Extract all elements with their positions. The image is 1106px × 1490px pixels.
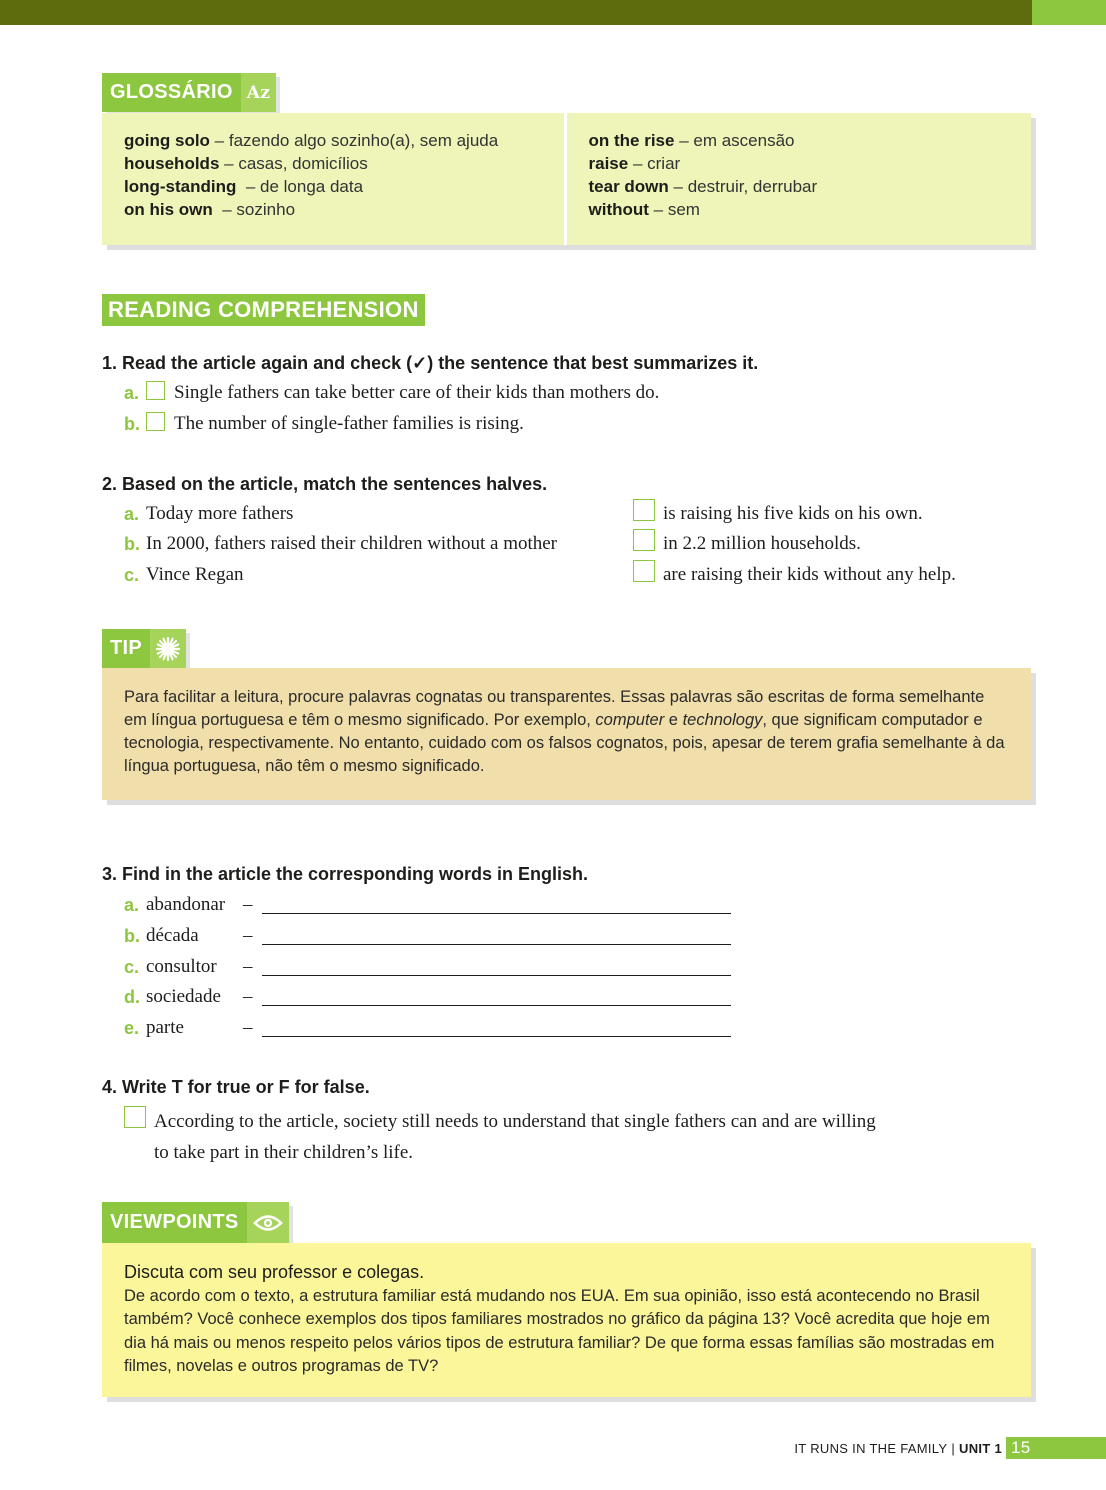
q4-checkbox[interactable]	[124, 1106, 146, 1128]
footer-chapter: IT RUNS IN THE FAMILY	[794, 1440, 948, 1456]
reading-comprehension-label: READING COMPREHENSION	[102, 294, 425, 326]
viewpoints-body: De acordo com o texto, a estrutura familiar está mudando nos EUA. Em sua opinião, isso está acontecendo no Brasil também? Você conhece exemplos dos tipos familiares mostrados no gráfico da página 13? Você acredita que hoje em dia há mais ou menos respeito pelos vários tipos de estrutura familiar? De que forma essas famílias são mostradas em filmes, novelas e outros programas de TV?	[124, 1286, 995, 1375]
q3-item-d: d. sociedade –	[124, 986, 253, 1007]
glossary-entry: raise – criar	[588, 154, 681, 173]
sun-burst-icon	[150, 629, 186, 668]
glossary-column-right	[567, 113, 1032, 245]
glossary-entry: households – casas, domicílios	[124, 154, 368, 173]
q2-right-1: is raising his five kids on his own.	[633, 503, 923, 525]
glossary-entry: long-standing – de longa data	[124, 177, 364, 196]
tip-box: Para facilitar a leitura, procure palavras cognatas ou transparentes. Essas palavras são escritas de forma semelhante em língua portuguesa e têm o mesmo significado. Por exemplo, computer e technology, que significam computador e tecnologia, respectivamente. No entanto, cuidado com os falsos cognatos, pois, apesar de terem grafia semelhante à da língua portuguesa, não têm o mesmo significado.	[102, 668, 1031, 800]
q2-checkbox-2[interactable]	[633, 529, 655, 551]
q3-item-e: e. parte –	[124, 1017, 253, 1038]
tip-label: TIP	[102, 629, 186, 668]
glossary-label	[102, 73, 276, 112]
glossary-entry: going solo – fazendo algo sozinho(a), sem ajuda	[124, 131, 499, 150]
q2-right-2: in 2.2 million households.	[633, 533, 861, 555]
q3-answer-line-b[interactable]	[262, 944, 731, 945]
q2-left-c: c. Vince Regan	[124, 564, 244, 585]
q3-answer-line-d[interactable]	[262, 1005, 731, 1006]
q2-left-a: a. Today more fathers	[124, 503, 294, 524]
q3-item-b: b. década –	[124, 925, 253, 946]
az-icon: Az	[241, 73, 276, 112]
glossary-entry: without – sem	[588, 200, 700, 219]
glossary-entry: on the rise – em ascensão	[588, 131, 795, 150]
glossary-box	[102, 113, 1031, 245]
page-footer: IT RUNS IN THE FAMILY | UNIT 1 15	[794, 1437, 1106, 1459]
viewpoints-heading: Discuta com seu professor e colegas.	[124, 1262, 425, 1282]
question-1: 1. Read the article again and check (✓) the sentence that best summarizes it.	[102, 353, 759, 373]
top-band-accent	[1032, 0, 1106, 25]
q2-right-3: are raising their kids without any help.	[633, 564, 956, 586]
eye-icon	[247, 1202, 289, 1243]
glossary-entry: on his own – sozinho	[124, 200, 296, 219]
top-band	[0, 0, 1032, 25]
footer-unit: UNIT 1	[959, 1440, 1002, 1456]
glossary-column-left	[102, 113, 567, 245]
q1-option-a: a. Single fathers can take better care of their kids than mothers do.	[124, 382, 660, 403]
q1-checkbox-b[interactable]	[146, 412, 165, 431]
q2-left-b: b. In 2000, fathers raised their children without a mother	[124, 533, 558, 554]
question-2: 2. Based on the article, match the sentences halves.	[102, 474, 548, 494]
page-number: 15	[1006, 1437, 1106, 1459]
q2-checkbox-3[interactable]	[633, 560, 655, 582]
q1-checkbox-a[interactable]	[146, 381, 165, 400]
glossary-entry: tear down – destruir, derrubar	[588, 177, 818, 196]
viewpoints-label: VIEWPOINTS	[102, 1202, 289, 1243]
glossary-title: GLOSSÁRIO	[110, 81, 233, 103]
q3-item-a: a. abandonar –	[124, 894, 253, 915]
question-4: 4. Write T for true or F for false.	[102, 1077, 370, 1097]
q3-answer-line-c[interactable]	[262, 975, 731, 976]
q2-checkbox-1[interactable]	[633, 499, 655, 521]
q1-option-b: b. The number of single-father families is rising.	[124, 413, 524, 434]
q4-statement: According to the article, society still needs to understand that single fathers can and are willing to take part in their children’s life.	[154, 1111, 876, 1163]
q3-item-c: c. consultor –	[124, 956, 253, 977]
q3-answer-line-a[interactable]	[262, 913, 731, 914]
q3-answer-line-e[interactable]	[262, 1036, 731, 1037]
question-3: 3. Find in the article the corresponding words in English.	[102, 864, 589, 884]
viewpoints-box	[102, 1243, 1031, 1397]
